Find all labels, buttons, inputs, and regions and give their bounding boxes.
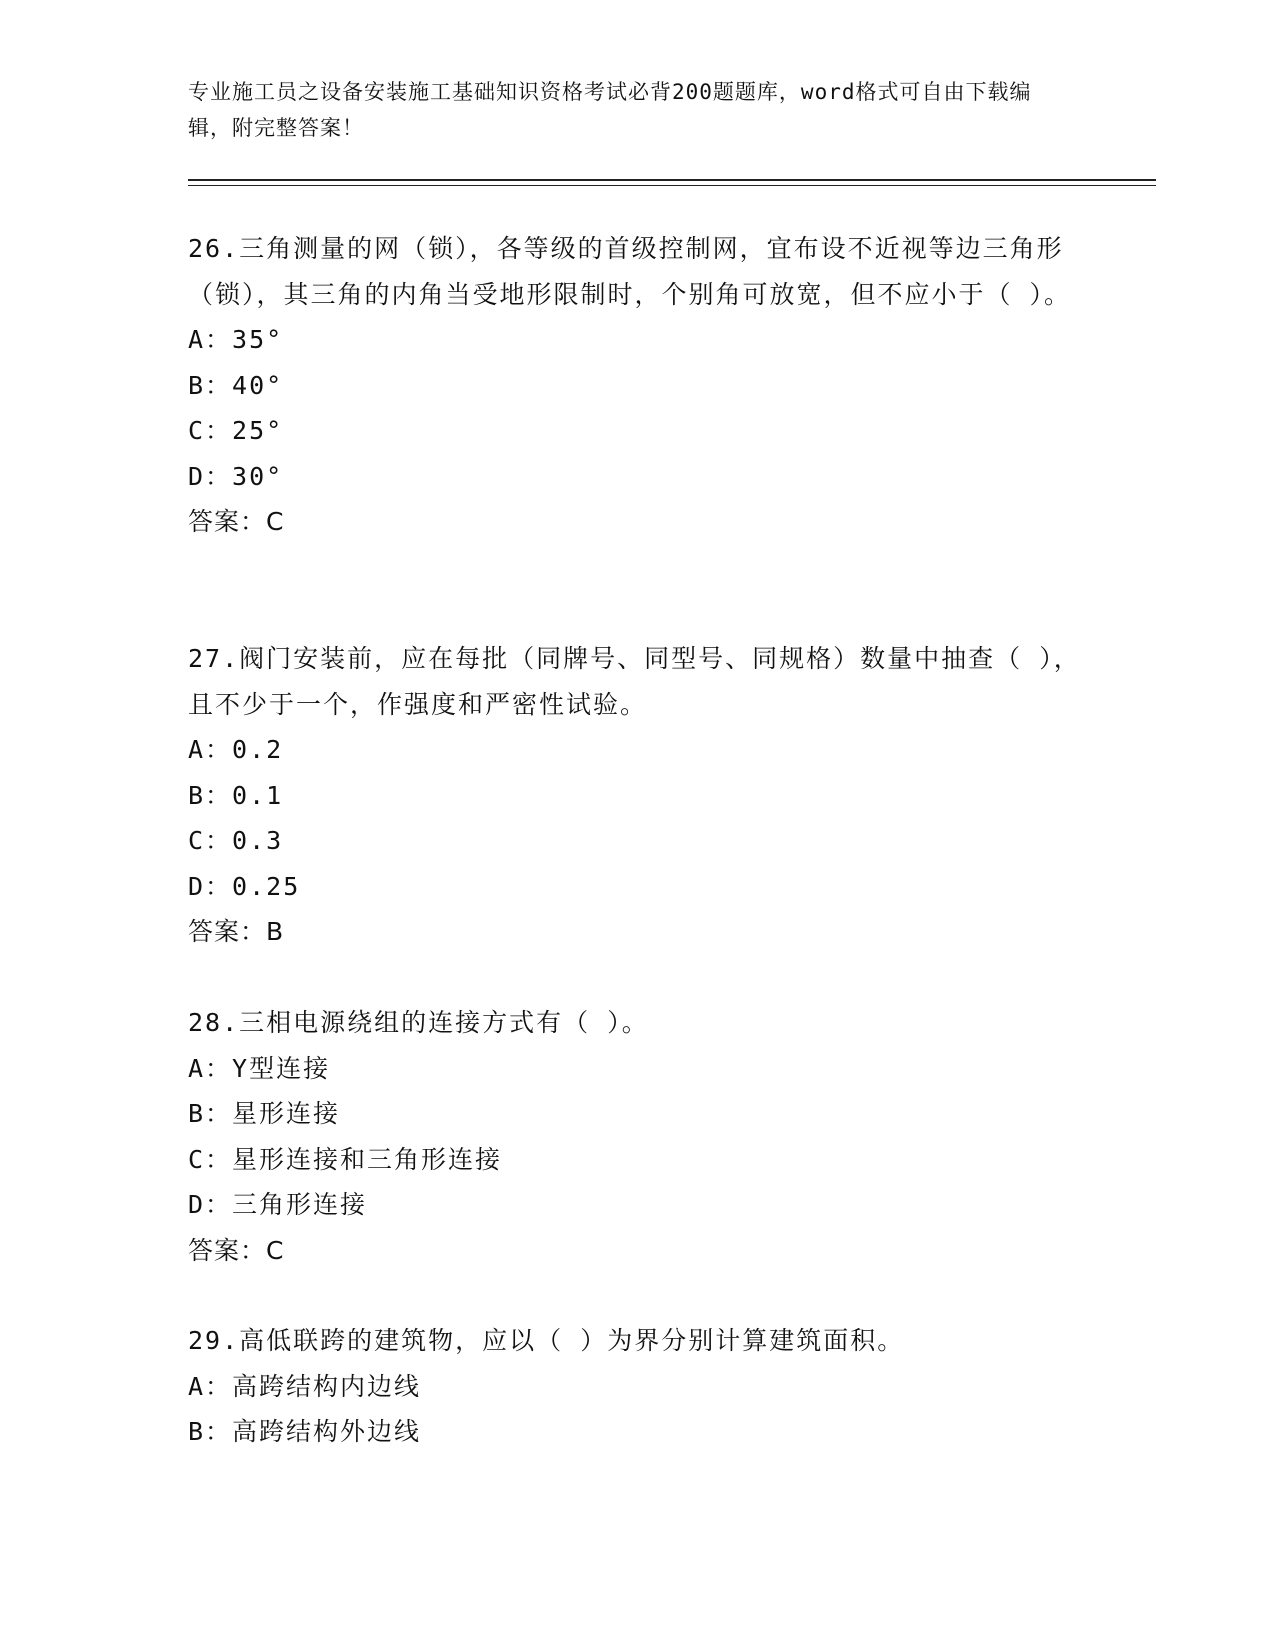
- answer: 答案：B: [188, 917, 285, 946]
- question-27: [188, 636, 1088, 955]
- option-a: A：0.2: [188, 735, 284, 764]
- option-b: B：0.1: [188, 780, 284, 810]
- question-stem: 27.阀门安装前，应在每批（同牌号、同型号、同规格）数量中抽查（ ），且不少于一个，作强度和严密性试验。: [188, 644, 1081, 719]
- document-header: 专业施工员之设备安装施工基础知识资格考试必背200题题库，word格式可自由下载编辑，附完整答案！: [188, 80, 1032, 140]
- option-c: C：0.3: [188, 826, 284, 855]
- question-stem: 28.三相电源绕组的连接方式有（ ）。: [188, 1008, 649, 1037]
- header-rule-thin: [188, 185, 1156, 186]
- header-rule-thick: [188, 179, 1156, 181]
- option-c: C：星形连接和三角形连接: [188, 1144, 503, 1174]
- question-stem: 29.高低联跨的建筑物，应以（ ）为界分别计算建筑面积。: [188, 1326, 905, 1355]
- option-a: A：Y型连接: [188, 1053, 331, 1083]
- option-d: D：30°: [188, 461, 284, 491]
- option-a: A：高跨结构内边线: [188, 1371, 422, 1401]
- option-d: D：三角形连接: [188, 1190, 368, 1219]
- option-b: B：40°: [188, 370, 284, 400]
- question-29: [188, 1318, 1088, 1455]
- option-a: A：35°: [188, 325, 284, 354]
- question-stem: 26.三角测量的网（锁），各等级的首级控制网，宜布设不近视等边三角形（锁），其三角的内角当受地形限制时，个别角可放宽，但不应小于（ ）。: [188, 234, 1072, 309]
- option-b: B：星形连接: [188, 1099, 341, 1128]
- answer: 答案：C: [188, 1235, 285, 1265]
- answer: 答案：C: [188, 507, 285, 536]
- question-28: [188, 1000, 1088, 1273]
- option-c: C：25°: [188, 416, 284, 445]
- option-d: D：0.25: [188, 871, 301, 901]
- option-b: B：高跨结构外边线: [188, 1417, 422, 1446]
- question-26: [188, 226, 1088, 545]
